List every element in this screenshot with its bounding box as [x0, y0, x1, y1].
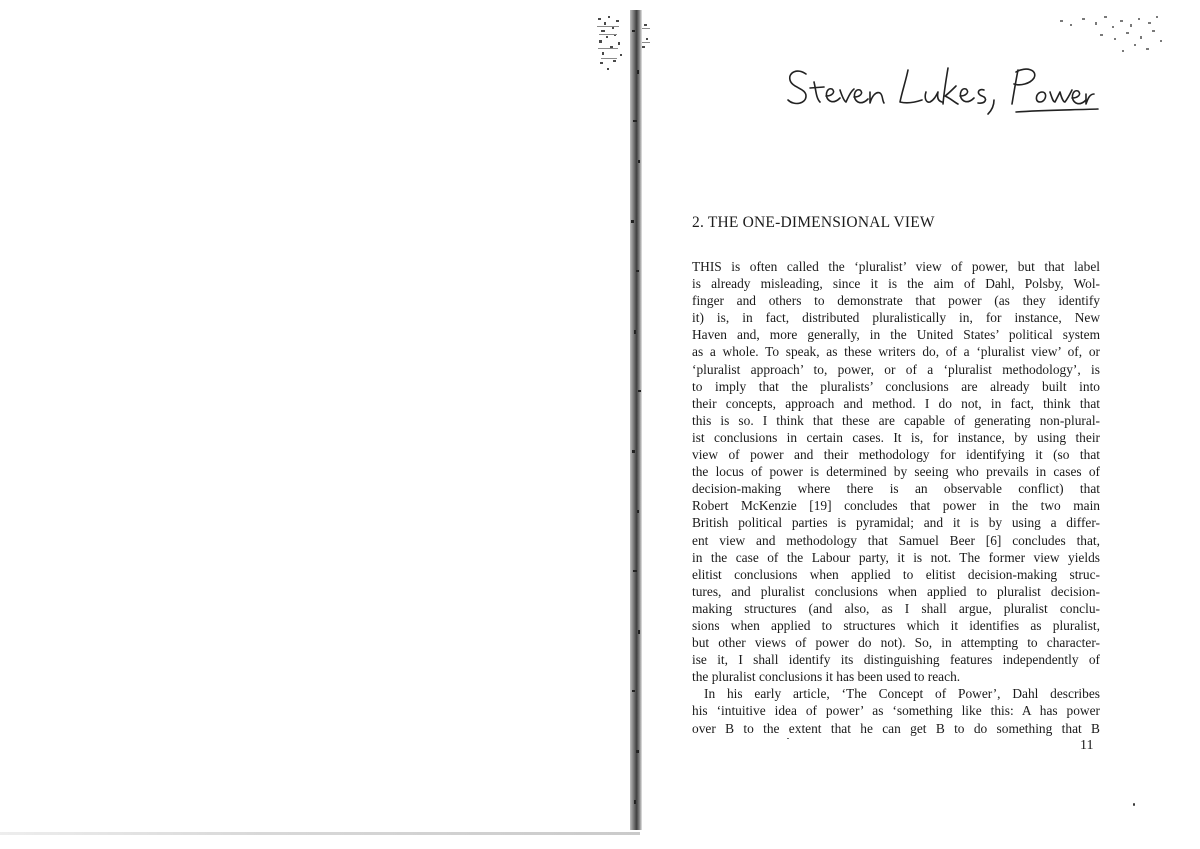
- paragraph-end-line: the pluralist conclusions it has been used to reach.: [692, 669, 961, 685]
- text-line: tures, and pluralist conclusions when applied to pluralist decision-: [692, 583, 1100, 599]
- text-line: elitist conclusions when applied to elitist decision-making struc-: [692, 566, 1100, 582]
- text-line: this is so. I think that these are capable of generating non-plural-: [692, 412, 1100, 428]
- text-line: Robert McKenzie [19] concludes that power in the two main: [692, 498, 1100, 514]
- chapter-heading: 2. THE ONE-DIMENSIONAL VIEW: [692, 214, 935, 231]
- text-line: THIS is often called the ‘pluralist’ view of power, but that label: [692, 259, 1100, 274]
- text-line: view of power and their methodology for identifying it (so that: [692, 447, 1100, 463]
- text-line: over B to the extent that he can get B to do something that B: [692, 720, 1100, 736]
- text-line: his ‘intuitive idea of power’ as ‘something like this: A has power: [692, 703, 1100, 719]
- text-line: ent view and methodology that Samuel Beer [6] concludes that,: [692, 532, 1100, 548]
- text-line: but other views of power do not). So, in attempting to character-: [692, 635, 1100, 651]
- book-spine-gutter: [628, 10, 646, 830]
- text-line: as a whole. To speak, as these writers do, of a ‘pluralist view’ of, or: [692, 344, 1100, 360]
- text-line: ise it, I shall identify its distinguishing features independently of: [692, 652, 1100, 668]
- text-line: their concepts, approach and method. I do not, in fact, think that: [692, 395, 1100, 411]
- text-line: is already misleading, since it is the aim of Dahl, Polsby, Wol-: [692, 276, 1100, 292]
- scan-speck: [787, 738, 789, 739]
- text-line: sions when applied to structures which it identifies as pluralist,: [692, 617, 1100, 633]
- scan-speck: [1133, 803, 1135, 806]
- text-line: in the case of the Labour party, it is not. The former view yields: [692, 549, 1100, 565]
- page-number: 11: [1080, 738, 1094, 753]
- paragraph-start-line: In his early article, ‘The Concept of Power’, Dahl describes: [704, 686, 1100, 702]
- text-line: ‘pluralist approach’ to, power, or of a ‘pluralist methodology’, is: [692, 361, 1100, 377]
- text-line: decision-making where there is an observable conflict) that: [692, 481, 1100, 497]
- text-line: ist conclusions in certain cases. It is, for instance, by using their: [692, 429, 1100, 445]
- handwriting-drawing: [780, 52, 1100, 124]
- text-line: British political parties is pyramidal; and it is by using a differ-: [692, 515, 1100, 531]
- handwritten-annotation: [780, 52, 1100, 124]
- text-line: finger and others to demonstrate that power (as they identify: [692, 293, 1100, 309]
- text-line: it) is, in fact, distributed pluralistically in, for instance, New: [692, 310, 1100, 326]
- text-line: making structures (and also, as I shall argue, pluralist conclu-: [692, 600, 1100, 616]
- text-line: the locus of power is determined by seeing who prevails in cases of: [692, 464, 1100, 480]
- chapter-body-text: [692, 258, 1100, 737]
- text-line: Haven and, more generally, in the United States’ political system: [692, 327, 1100, 343]
- page-edge-shadow: [0, 832, 640, 835]
- text-line: to imply that the pluralists’ conclusions are already built into: [692, 378, 1100, 394]
